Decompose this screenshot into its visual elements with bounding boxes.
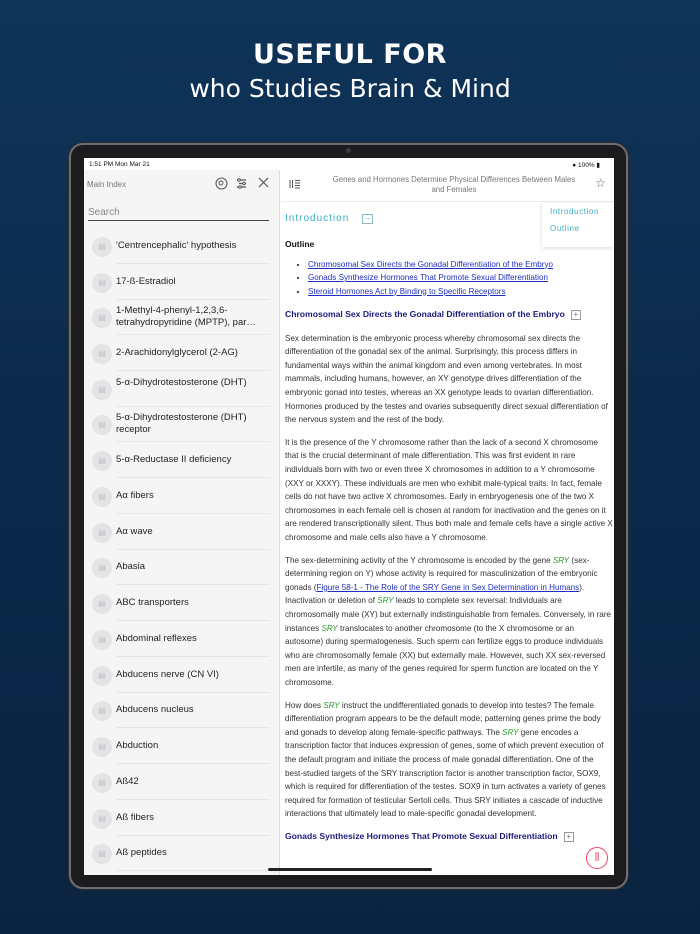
list-item bbox=[308, 285, 613, 299]
document-icon: ▤ bbox=[92, 773, 112, 793]
document-icon: ▤ bbox=[92, 737, 112, 757]
document-icon: ▤ bbox=[92, 809, 112, 829]
toc-outline[interactable]: Outline bbox=[550, 224, 580, 233]
search-input[interactable]: Search bbox=[88, 206, 269, 221]
document-icon: ▤ bbox=[92, 451, 112, 471]
sidebar-item[interactable] bbox=[84, 264, 280, 300]
sidebar-toggle-icon[interactable] bbox=[289, 179, 301, 192]
sidebar-item-label: Abduction bbox=[116, 740, 159, 751]
paragraph-2: It is the presence of the Y chromosome rather than the lack of a second X chromosome that is the crucial determinant of male differentiation. This was first evident in rare individuals born with two or even three X chromosomes in addition to a Y chromosome (XXY or XXXY). These individuals are men who exhibit male-typical traits. In fact, female cells do not have two active X chromosomes. Early in embryogenesis one of the two X chromosomes in each female cell is chosen at random for inactivation and the genes on it are rendered transcriptionally silent. Thus both male and female cells have a single active X chromosome and male cells also have a Y chromosome. bbox=[285, 437, 613, 542]
sidebar-item[interactable] bbox=[84, 692, 280, 728]
text-span: ). Inactivation or deletion of bbox=[285, 582, 585, 606]
headline-title: USEFUL FOR bbox=[253, 39, 447, 70]
sidebar-item[interactable] bbox=[84, 478, 280, 514]
article-pane bbox=[281, 170, 614, 875]
sidebar-item-label: 1-Methyl-4-phenyl-1,2,3,6-tetrahydropyridine (MPTP), par… bbox=[116, 305, 256, 328]
text-span: translocates to another chromosome (to the X chromosome or an autosome) during spermatogenesis. Such sperm can fertilize eggs to produce individuals who are chromosomally female (XX) but externally male. However, such XX sex-reversed men are infertile, as many of the genes required for sperm function are located on the Y chromosome. bbox=[285, 623, 606, 687]
sidebar-item-label: 'Centrencephalic' hypothesis bbox=[116, 240, 237, 251]
text-span: gene encodes a transcription factor that induces expression of genes, some of which prevent execution of the default program and initiate the process of male gonadal differentiation. One of the best-studied targets of the SRY transcription factor is another transcription factor, SOX9, which is required for differentiation of the testes. SOX9 in turn activates a variety of genes required for formation of testicular Sertoli cells. Thus SRY initiates a cascade of inductive interactions that ultimately lead to male-specific gonadal development. bbox=[285, 727, 606, 819]
sidebar-title: Main Index bbox=[87, 180, 127, 189]
section-heading-1-text: Chromosomal Sex Directs the Gonadal Differentiation of the Embryo bbox=[285, 309, 565, 320]
section-heading-2-text: Gonads Synthesize Hormones That Promote Sexual Differentiation bbox=[285, 830, 558, 841]
sidebar-item-label: Aα wave bbox=[116, 526, 153, 537]
expand-icon[interactable]: + bbox=[571, 310, 581, 320]
sidebar-item-label: Aß fibers bbox=[116, 812, 155, 823]
sidebar-item-label: Aα fibers bbox=[116, 490, 154, 501]
sidebar-item-label: 17-ß-Estradiol bbox=[116, 276, 176, 287]
article-title: Genes and Hormones Determine Physical Differences Between Males and Females bbox=[332, 175, 576, 194]
sidebar-item[interactable] bbox=[84, 549, 280, 585]
gene-name: SRY bbox=[377, 596, 394, 606]
text-span: The sex-determining activity of the Y chromosome is encoded by the gene bbox=[285, 555, 553, 565]
article-header bbox=[281, 170, 614, 202]
document-icon: ▤ bbox=[92, 630, 112, 650]
headline-subtitle: who Studies Brain & Mind bbox=[189, 74, 511, 103]
document-icon: ▤ bbox=[92, 273, 112, 293]
sidebar-item-label: Aß42 bbox=[116, 776, 139, 787]
sidebar-item[interactable] bbox=[84, 835, 280, 871]
document-icon: ▤ bbox=[92, 487, 112, 507]
sidebar-header bbox=[84, 170, 280, 196]
outline-heading: Outline bbox=[285, 239, 315, 249]
document-icon: ▤ bbox=[92, 344, 112, 364]
sidebar-item-label: 5-α-Dihydrotestosterone (DHT) receptor bbox=[116, 412, 247, 435]
sidebar-item[interactable] bbox=[84, 657, 280, 693]
sidebar-item[interactable] bbox=[84, 335, 280, 371]
sidebar-item-label: Abducens nucleus bbox=[116, 704, 194, 715]
sidebar-item-label: Abdominal reflexes bbox=[116, 633, 197, 644]
close-icon[interactable] bbox=[256, 177, 270, 191]
outline-link-3[interactable]: Steroid Hormones Act by Binding to Specific Receptors bbox=[308, 286, 506, 296]
jump-icon[interactable]: → bbox=[364, 215, 371, 222]
section-heading-1 bbox=[285, 308, 613, 322]
text-span: leads to complete sex reversal: Individuals are chromosomally male (XY) but externally indistinguishable from females. Conversely, in rare instances bbox=[285, 596, 611, 633]
document-icon: ▤ bbox=[92, 844, 112, 864]
document-icon: ▤ bbox=[92, 523, 112, 543]
sidebar-item-label: Abducens nerve (CN VI) bbox=[116, 669, 219, 680]
sidebar-item-label: 5-α-Reductase II deficiency bbox=[116, 454, 232, 465]
document-icon: ▤ bbox=[92, 237, 112, 257]
sidebar-item[interactable] bbox=[84, 228, 280, 264]
text-span: (sex-determining region on Y) whose activity is required for masculinization of the embryonic gonads ( bbox=[285, 555, 598, 592]
article-body bbox=[285, 238, 613, 853]
document-icon: ▤ bbox=[92, 380, 112, 400]
status-bar bbox=[84, 158, 614, 170]
sidebar-item-label: Abasia bbox=[116, 561, 146, 572]
sidebar-item-label: Aß peptides bbox=[116, 847, 167, 858]
sidebar-item[interactable] bbox=[84, 728, 280, 764]
sidebar-item[interactable] bbox=[84, 299, 280, 335]
search-icon[interactable] bbox=[214, 177, 228, 191]
gene-name: SRY bbox=[323, 700, 340, 710]
app-screen bbox=[84, 158, 614, 875]
settings-icon[interactable]: ⫼ bbox=[586, 847, 608, 869]
sidebar-item[interactable] bbox=[84, 442, 280, 478]
document-icon: ▤ bbox=[92, 666, 112, 686]
figure-link[interactable]: Figure 58-1 - The Role of the SRY Gene in Sex Determination in Humans bbox=[316, 582, 580, 592]
document-icon: ▤ bbox=[92, 308, 112, 328]
paragraph-3 bbox=[285, 554, 613, 690]
section-label: Introduction bbox=[285, 213, 350, 224]
status-time: 1:51 PM Mon Mar 21 bbox=[89, 161, 150, 168]
star-icon[interactable]: ☆ bbox=[595, 176, 606, 190]
filter-icon[interactable] bbox=[234, 177, 248, 191]
expand-icon[interactable]: + bbox=[564, 832, 574, 842]
home-indicator bbox=[268, 868, 432, 871]
battery-text: 100% bbox=[577, 162, 595, 169]
sidebar-item[interactable] bbox=[84, 585, 280, 621]
sidebar-item-label: 2-Arachidonylglycerol (2-AG) bbox=[116, 347, 238, 358]
sidebar-item[interactable] bbox=[84, 371, 280, 407]
paragraph-4 bbox=[285, 699, 613, 821]
document-icon: ▤ bbox=[92, 701, 112, 721]
outline-link-1[interactable]: Chromosomal Sex Directs the Gonadal Differentiation of the Embryo bbox=[308, 259, 554, 269]
text-span: How does bbox=[285, 700, 324, 710]
document-icon: ▤ bbox=[92, 594, 112, 614]
list-item bbox=[308, 258, 613, 272]
gene-name: SRY bbox=[502, 727, 519, 737]
text-span: instruct the undifferentiated gonads to develop into testes? The female differentiation program appears to be the default mode; patterning genes prime the body and gonads to develop along female-specific pathways. The bbox=[285, 700, 601, 737]
paragraph-1: Sex determination is the embryonic process whereby chromosomal sex directs the differentiation of the gonadal sex of the animal. Surprisingly, this process differs in fundamental ways within the animal kingdom and even among vertebrates. In most mammals, including humans, however, an XY genotype drives differentiation of the embryonic gonad into testes, whereas an XX genotype leads to ovarian differentiation. Hormones produced by the testes and ovaries subsequently direct sexual differentiation of the nervous system and the rest of the body. bbox=[285, 333, 608, 425]
section-heading-2 bbox=[285, 830, 613, 844]
sidebar-item-label: 5-α-Dihydrotestosterone (DHT) bbox=[116, 377, 247, 388]
sidebar-item-label: ABC transporters bbox=[116, 597, 189, 608]
camera-dot bbox=[346, 148, 351, 153]
sidebar-item[interactable] bbox=[84, 621, 280, 657]
headline bbox=[0, 38, 700, 106]
sidebar-item[interactable] bbox=[84, 406, 280, 442]
sidebar-item[interactable] bbox=[84, 800, 280, 836]
status-battery: ● 100% ▮ bbox=[572, 162, 600, 169]
list-item bbox=[308, 271, 613, 285]
sidebar bbox=[84, 170, 280, 875]
sidebar-item[interactable] bbox=[84, 514, 280, 550]
outline-list bbox=[308, 258, 613, 299]
document-icon: ▤ bbox=[92, 558, 112, 578]
gene-name: SRY bbox=[321, 623, 338, 633]
sidebar-item[interactable] bbox=[84, 764, 280, 800]
gene-name: SRY bbox=[552, 555, 570, 565]
document-icon: ▤ bbox=[92, 415, 112, 435]
outline-link-2[interactable]: Gonads Synthesize Hormones That Promote Sexual Differentiation bbox=[308, 273, 548, 283]
toc-introduction[interactable]: Introduction bbox=[550, 207, 600, 216]
divider bbox=[116, 870, 270, 871]
